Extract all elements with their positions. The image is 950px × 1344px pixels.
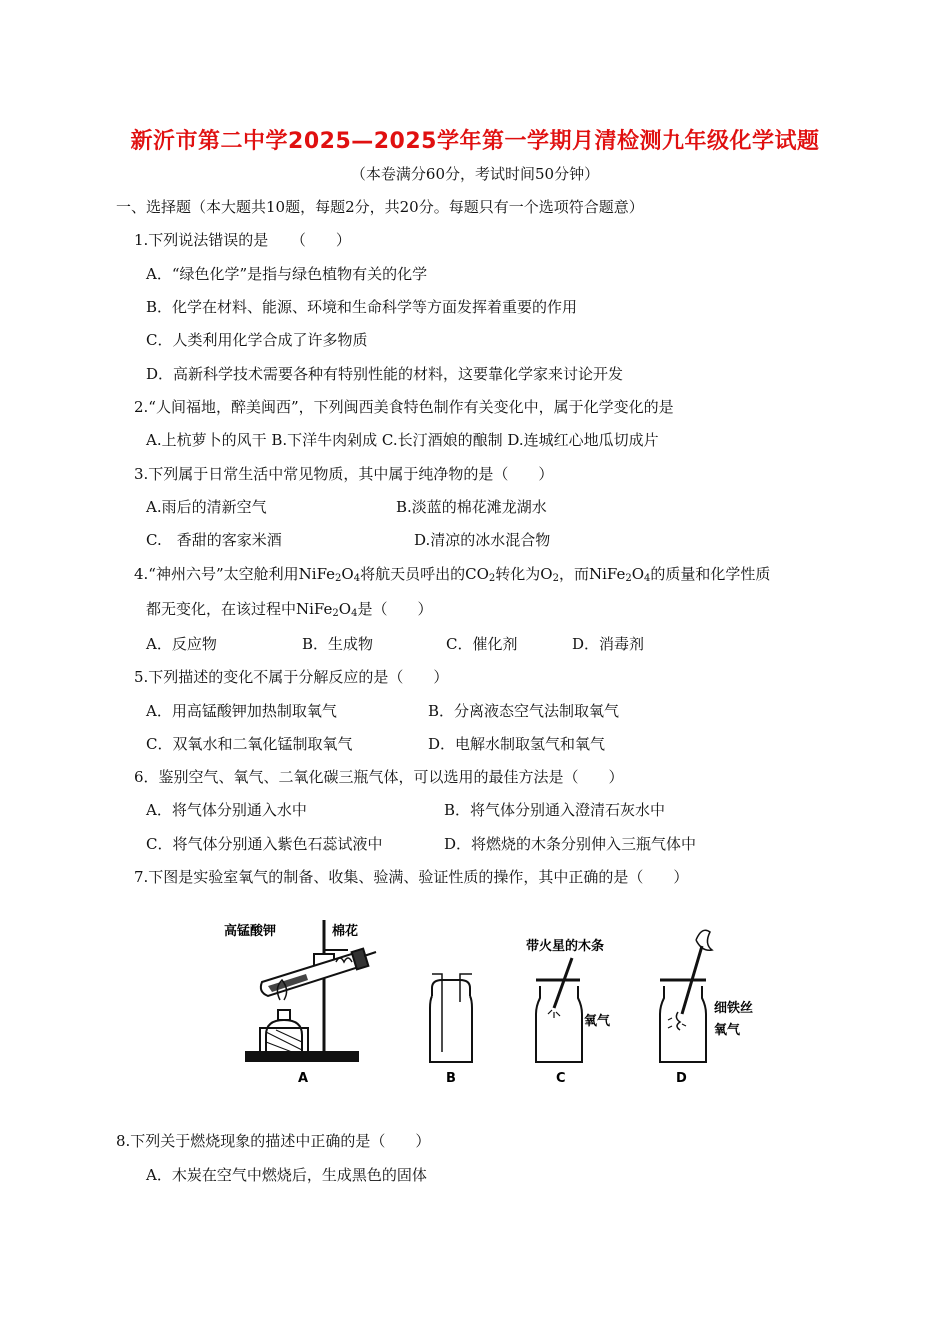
bottle-b-body (430, 996, 472, 1062)
q5-option-a: A．用高锰酸钾加热制取氧气 (146, 702, 337, 720)
apparatus-d (660, 930, 712, 1062)
q4-subscript: 2 (332, 608, 339, 619)
q4-stem-part: 将航天员呼出的CO (360, 565, 489, 583)
q6-option-d: D．将燃烧的木条分别伸入三瓶气体中 (444, 835, 697, 853)
q4-stem-part: ，而NiFe (558, 565, 626, 583)
q8-stem: 8.下列关于燃烧现象的描述中正确的是（ ） (116, 1132, 431, 1150)
label-glowing-splint: 带火星的木条 (526, 939, 605, 954)
q4-option-c: C．催化剂 (446, 635, 518, 653)
caption-d: D (676, 1071, 687, 1086)
q5-option-d: D．电解水制取氢气和氧气 (428, 735, 606, 753)
section-heading: 一、选择题（本大题共10题，每题2分，共20分。每题只有一个选项符合题意） (116, 198, 644, 216)
q1-option-a: A．“绿色化学”是指与绿色植物有关的化学 (146, 265, 428, 283)
delivery-tube (364, 952, 376, 956)
q4-option-a: A．反应物 (146, 635, 217, 653)
bottle-b-shoulder (432, 980, 470, 996)
q4-subscript: 2 (335, 573, 342, 584)
q7-lab-figure (224, 910, 776, 1086)
label-oxygen-c: 氧气 (584, 1014, 611, 1029)
exam-title: 新沂市第二中学2025—2025学年第一学期月清检测九年级化学试题 (130, 129, 820, 154)
lamp-wick-holder (278, 1010, 290, 1020)
tongs-handle (696, 930, 712, 950)
q3-option-d: D.清凉的冰水混合物 (414, 531, 551, 549)
q4-subscript: 2 (552, 573, 559, 584)
label-kmno4: 高锰酸钾 (224, 924, 277, 939)
q6-option-c: C．将气体分别通入紫色石蕊试液中 (146, 835, 383, 853)
q7-stem: 7.下图是实验室氧气的制备、收集、验满、验证性质的操作，其中正确的是（ ） (134, 868, 689, 886)
iron-stand-base (246, 1052, 358, 1061)
q4-stem (134, 564, 770, 589)
q6-stem: 6．鉴别空气、氧气、二氧化碳三瓶气体，可以选用的最佳方法是（ ） (134, 768, 624, 786)
caption-b: B (446, 1071, 456, 1086)
label-oxygen-d: 氧气 (714, 1023, 741, 1038)
q3-option-a: A.雨后的清新空气 (146, 498, 267, 516)
q4-stem-part: 的质量和化学性质 (650, 565, 771, 583)
q5-option-b: B．分离液态空气法制取氧气 (428, 702, 620, 720)
q4-cont-part: O (338, 600, 352, 618)
exam-subtitle: （本卷满分60分，考试时间50分钟） (350, 165, 600, 183)
q4-cont-part: 是（ ） (357, 600, 433, 618)
q4-stem-part: O (341, 565, 354, 583)
q8-option-a: A．木炭在空气中燃烧后，生成黑色的固体 (146, 1166, 427, 1184)
q1-option-b: B．化学在材料、能源、环境和生命科学等方面发挥着重要的作用 (146, 298, 578, 316)
q5-option-c: C．双氧水和二氧化锰制取氧气 (146, 735, 353, 753)
q2-options: A.上杭萝卜的风干 B.下洋牛肉剁成 C.长汀酒娘的酿制 D.连城红心地瓜切成片 (146, 431, 659, 449)
q4-subscript: 4 (353, 573, 361, 584)
q3-stem: 3.下列属于日常生活中常见物质，其中属于纯净物的是（ ） (134, 465, 554, 483)
q1-option-d: D．高新科学技术需要各种有特别性能的材料，这要靠化学家来讨论开发 (146, 365, 624, 383)
label-iron-wire: 细铁丝 (714, 1001, 754, 1016)
q1-option-c: C．人类利用化学合成了许多物质 (146, 331, 368, 349)
q2-stem: 2.“人间福地，醉美闽西”，下列闽西美食特色制作有关变化中，属于化学变化的是 (134, 398, 674, 416)
q4-subscript: 4 (351, 608, 358, 619)
caption-c: C (556, 1071, 566, 1086)
q1-stem: 1.下列说法错误的是 （ ） (134, 231, 351, 249)
q4-option-b: B．生成物 (302, 635, 374, 653)
q4-stem-part: 转化为O (495, 565, 553, 583)
q4-stem-continued (146, 599, 432, 624)
apparatus-c (536, 958, 582, 1062)
q4-option-d: D．消毒剂 (572, 635, 645, 653)
q3-option-b: B.淡蓝的棉花滩龙湖水 (396, 498, 547, 516)
q6-option-a: A．将气体分别通入水中 (146, 801, 307, 819)
q4-stem-part: 4.“神州六号”太空舱利用NiFe (134, 565, 336, 583)
q4-subscript: 2 (488, 573, 496, 584)
apparatus-a (246, 920, 376, 1061)
q6-option-b: B．将气体分别通入澄清石灰水中 (444, 801, 666, 819)
apparatus-b (430, 974, 472, 1062)
q4-stem-part: O (631, 565, 645, 583)
q5-stem: 5.下列描述的变化不属于分解反应的是（ ） (134, 668, 449, 686)
q4-subscript: 4 (644, 573, 651, 584)
q4-cont-part: 都无变化，在该过程中NiFe (146, 600, 333, 618)
q4-subscript: 2 (625, 573, 632, 584)
label-cotton: 棉花 (332, 924, 359, 939)
q3-option-c: C. 香甜的客家米酒 (146, 531, 282, 549)
caption-a: A (298, 1071, 309, 1086)
